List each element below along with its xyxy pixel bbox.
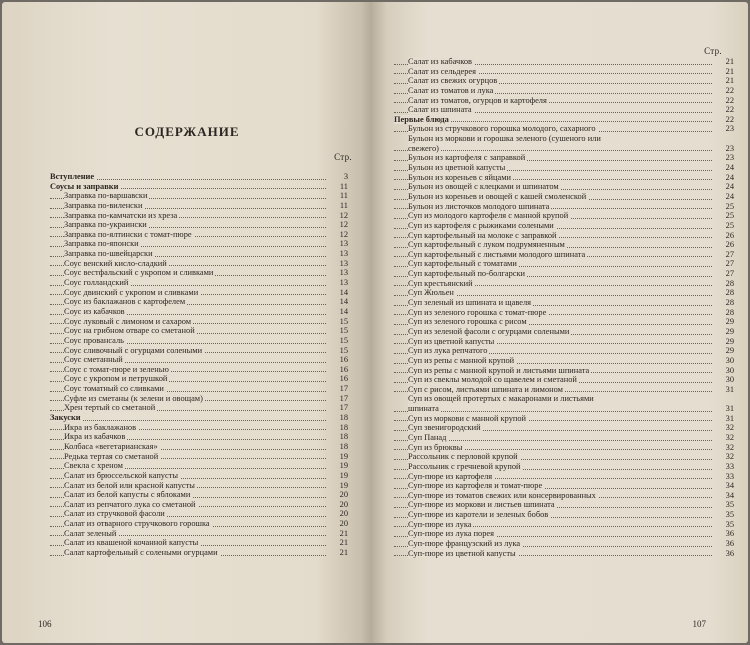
toc-entry-page: 21 (725, 57, 734, 66)
toc-entry-page: 30 (725, 355, 734, 365)
toc-entry-title: Салат из шпината (408, 105, 472, 115)
toc-entry-page: 30 (725, 365, 734, 375)
toc-entry (50, 384, 348, 394)
toc-entry-title: Суп-пюре из цветной капусты (408, 548, 516, 558)
toc-entry-page: 28 (725, 288, 734, 298)
toc-entry-page: 12 (339, 229, 348, 239)
toc-entry-page: 14 (339, 306, 348, 316)
toc-entry-title: Рассольник с перловой крупой (408, 452, 518, 462)
toc-entry (50, 259, 348, 269)
toc-entry-title: Соус двинский с укропом и сливками (64, 287, 199, 297)
toc-entry-title: Заправка по-виленски (64, 200, 143, 210)
toc-entry (394, 288, 734, 298)
toc-entry-title: Салат из брюссельской капусты (64, 470, 178, 480)
toc-entry-title: Суфле из сметаны (к зелени и овощам) (64, 393, 203, 403)
toc-entry-title: Свекла с хреном (64, 461, 123, 471)
toc-entry (394, 211, 734, 221)
toc-entry (394, 231, 734, 241)
toc-entry (394, 192, 734, 202)
toc-entry-page: 19 (339, 451, 348, 461)
toc-entry (50, 509, 348, 519)
toc-entry-title: Суп-пюре из томатов свежих или консервированных (408, 490, 596, 500)
toc-entry-page: 35 (725, 519, 734, 529)
toc-entry-title: Колбаса «вегетарианская» (64, 441, 158, 451)
toc-entry-page: 3 (343, 172, 348, 181)
toc-entry-title: Бульон из кореньев и овощей с кашей смоленской (408, 191, 587, 201)
toc-entry (50, 268, 348, 278)
toc-entry-page: 27 (725, 249, 734, 259)
toc-entry (50, 239, 348, 249)
toc-entry (50, 278, 348, 288)
toc-entry (394, 269, 734, 279)
toc-entry-title: Суп звенигородский (408, 423, 481, 433)
toc-entry-page: 16 (339, 374, 348, 384)
toc-entry-title: Хрен тертый со сметаной (64, 403, 156, 413)
toc-entry-page: 14 (339, 287, 348, 297)
toc-entry (394, 404, 734, 414)
toc-entry (50, 326, 348, 336)
toc-entry-title: Соус сливочный с огурцами солеными (64, 345, 203, 355)
toc-entry-title: Суп Панад (408, 432, 447, 442)
toc-entry-title: Соус луковый с лимоном и сахаром (64, 316, 192, 326)
toc-entry-title: Заправка по-украински (64, 220, 147, 230)
toc-entry (394, 346, 734, 356)
toc-entry-page: 21 (725, 66, 734, 76)
toc-entry-page: 17 (339, 384, 348, 394)
toc-entry-title: Суп картофельный на молоке с заправкой (408, 230, 557, 240)
toc-entry-page: 23 (725, 143, 734, 153)
toc-entry-page: 21 (339, 538, 348, 548)
toc-entry-title: Суп-пюре французский из лука (408, 539, 521, 549)
toc-entry-title: Салат из белой или красной капусты (64, 480, 195, 490)
toc-entry-title: Вступление (50, 172, 95, 181)
toc-entry-title: Соус вестфальский с укропом и сливками (64, 268, 214, 278)
toc-entry-page: 35 (725, 510, 734, 520)
toc-entry-title: Суп картофельный с листьями молодого шпината (408, 249, 586, 259)
toc-entry (394, 250, 734, 260)
toc-entry-page: 22 (725, 95, 734, 105)
toc-entry-page: 27 (725, 269, 734, 279)
toc-entry-page: 15 (339, 345, 348, 355)
toc-entry-title: Салат из квашеной кочанной капусты (64, 538, 199, 548)
page-column-label: Стр. (704, 46, 722, 56)
toc-entry-title: Закуски (50, 413, 81, 423)
toc-entry-page: 32 (725, 423, 734, 433)
toc-entry-page: 18 (339, 441, 348, 451)
toc-entry-title: Суп из овощей протертых с макаронами и листьями (408, 394, 594, 404)
toc-entry-page: 22 (725, 105, 734, 115)
toc-entry-title: Салат картофельный с солеными огурцами (64, 547, 218, 557)
toc-entry-page: 11 (339, 200, 348, 210)
toc-entry-page: 28 (725, 307, 734, 317)
toc-entry-title: Бульон из картофеля с заправкой (408, 153, 526, 163)
toc-entry (50, 490, 348, 500)
toc-entry-page: 29 (725, 317, 734, 327)
toc-entry-title: свежего) (408, 143, 439, 153)
toc-entry-title: Суп из цветной капусты (408, 336, 495, 346)
toc-entry (394, 433, 734, 443)
toc-entry-page: 36 (725, 548, 734, 558)
toc-entry-page: 15 (339, 335, 348, 345)
left-page (2, 2, 372, 643)
toc-entry (394, 76, 734, 86)
toc-entry-title: Суп из лука репчатого (408, 346, 488, 356)
toc-entry-page: 14 (339, 297, 348, 307)
toc-entry (394, 462, 734, 472)
toc-entry-page: 35 (725, 500, 734, 510)
page-column-label: Стр. (334, 152, 352, 162)
toc-entry-page: 29 (725, 336, 734, 346)
toc-entry (394, 298, 734, 308)
toc-entry-page: 23 (725, 153, 734, 163)
toc-entry (50, 432, 348, 442)
toc-entry-page: 11 (339, 181, 348, 191)
toc-entry (394, 153, 734, 163)
toc-entry (394, 57, 734, 67)
toc-entry-title: Суп картофельный с луком подрумяненным (408, 240, 565, 250)
toc-entry-page: 26 (725, 240, 734, 250)
toc-entry (50, 452, 348, 462)
toc-entry (50, 365, 348, 375)
toc-entry-page: 25 (725, 211, 734, 221)
toc-entry-title: Салат зеленый (64, 528, 117, 538)
toc-entry (394, 366, 734, 376)
toc-entry-title: Суп-пюре из лука порея (408, 529, 495, 539)
toc-entry (394, 173, 734, 183)
toc-entry-page: 36 (725, 539, 734, 549)
toc-entry-page: 24 (725, 163, 734, 173)
toc-entry-title: Суп-пюре из картофеля и томат-пюре (408, 481, 543, 491)
toc-entry-title: Редька тертая со сметаной (64, 451, 159, 461)
toc-entry-title: Бульон из листочков молодого шпината (408, 201, 550, 211)
toc-entry (50, 346, 348, 356)
toc-entry-page: 17 (339, 403, 348, 413)
toc-entry (50, 519, 348, 529)
toc-entry-title: Суп из молодого картофеля с манной крупой (408, 211, 569, 221)
toc-entry-title: шпината (408, 404, 439, 414)
toc-entry-title: Салат из томатов и лука (408, 85, 494, 95)
toc-entry-page: 34 (725, 481, 734, 491)
toc-entry (394, 529, 734, 539)
toc-entry-title: Суп из репы с манной крупой (408, 355, 515, 365)
toc-entry (394, 67, 734, 77)
toc-entry-title: Бульон из кореньев с яйцами (408, 172, 511, 182)
toc-list-left (50, 172, 348, 558)
toc-entry-page: 13 (339, 278, 348, 288)
toc-entry-title: Бульон из моркови и горошка зеленого (сушеного или (408, 134, 601, 144)
dot-leader (50, 420, 326, 421)
toc-entry-page: 18 (339, 422, 348, 432)
toc-entry (50, 201, 348, 211)
toc-entry-page: 29 (725, 346, 734, 356)
toc-entry (394, 481, 734, 491)
toc-entry (394, 510, 734, 520)
contents-heading: СОДЕРЖАНИЕ (134, 124, 240, 139)
toc-entry (394, 385, 734, 395)
toc-entry (394, 105, 734, 115)
toc-entry-title: Соус на грибном отваре со сметаной (64, 326, 195, 336)
toc-entry-title: Заправка по-камчатски из хреза (64, 210, 178, 220)
toc-entry-page: 29 (725, 326, 734, 336)
toc-entry (394, 549, 734, 559)
toc-entry-page: 18 (339, 413, 348, 423)
toc-entry-title: Суп-пюре из лука (408, 519, 472, 529)
toc-entry-title: Икра из баклажанов (64, 422, 137, 432)
toc-entry (394, 134, 734, 144)
toc-entry-page: 31 (725, 413, 734, 423)
toc-entry (50, 442, 348, 452)
toc-entry-title: Суп из свеклы молодой со щавелем и сметаной (408, 375, 577, 385)
toc-entry-title: Соусы и заправки (50, 181, 119, 191)
toc-entry-page: 21 (339, 528, 348, 538)
toc-entry-title: Заправка по-швейцарски (64, 249, 153, 259)
toc-entry (394, 144, 734, 154)
toc-entry (394, 356, 734, 366)
toc-entry-title: Суп из брюквы (408, 442, 463, 452)
dot-leader (394, 411, 712, 412)
toc-entry (394, 163, 734, 173)
toc-entry-title: Первые блюда (394, 114, 449, 124)
toc-entry (50, 191, 348, 201)
toc-entry-page: 20 (339, 499, 348, 509)
toc-entry (50, 355, 348, 365)
toc-entry-title: Соус провансаль (64, 335, 124, 345)
toc-entry (394, 443, 734, 453)
toc-entry (394, 86, 734, 96)
toc-entry-title: Суп картофельный с томатами (408, 259, 517, 269)
toc-entry (50, 394, 348, 404)
toc-entry-title: Заправка по-ялтински с томат-пюре (64, 229, 192, 239)
toc-entry-page: 21 (339, 547, 348, 557)
toc-entry-page: 32 (725, 432, 734, 442)
toc-entry (50, 307, 348, 317)
toc-section-entry (50, 182, 348, 192)
toc-entry-title: Суп-пюре из моркови и листьев шпината (408, 500, 555, 510)
toc-entry-page: 22 (725, 114, 734, 124)
toc-entry (50, 500, 348, 510)
toc-section-entry (50, 413, 348, 423)
toc-entry (50, 481, 348, 491)
toc-entry (50, 220, 348, 230)
toc-entry-page: 22 (725, 85, 734, 95)
toc-entry-page: 33 (725, 461, 734, 471)
toc-entry (50, 423, 348, 433)
toc-entry (50, 297, 348, 307)
toc-entry-page: 20 (339, 509, 348, 519)
toc-entry-page: 19 (339, 470, 348, 480)
toc-entry-page: 27 (725, 259, 734, 269)
right-page (372, 2, 748, 643)
toc-entry-title: Соус из кабачков (64, 306, 125, 316)
toc-entry (50, 471, 348, 481)
page-number-right: 107 (692, 619, 706, 629)
toc-entry-page: 28 (725, 278, 734, 288)
toc-entry-title: Соус из баклажанов с картофелем (64, 297, 186, 307)
toc-entry (394, 472, 734, 482)
toc-entry (394, 500, 734, 510)
dot-leader (394, 150, 712, 151)
toc-entry (394, 375, 734, 385)
toc-entry (394, 414, 734, 424)
toc-entry-title: Салат из стручковой фасоли (64, 509, 165, 519)
toc-entry (50, 403, 348, 413)
toc-entry (394, 520, 734, 530)
toc-entry-page: 15 (339, 326, 348, 336)
toc-list-right (394, 57, 734, 558)
toc-entry-title: Салат из белой капусты с яблоками (64, 490, 191, 500)
toc-entry-page: 24 (725, 191, 734, 201)
toc-entry-title: Заправка по-японски (64, 239, 139, 249)
toc-entry-page: 32 (725, 452, 734, 462)
toc-entry (50, 538, 348, 548)
toc-entry-page: 26 (725, 230, 734, 240)
toc-entry (50, 461, 348, 471)
toc-entry-title: Салат из сельдерея (408, 66, 476, 76)
toc-entry-page: 15 (339, 316, 348, 326)
toc-entry-title: Соус томатный со сливками (64, 384, 164, 394)
toc-entry (394, 182, 734, 192)
toc-entry-page: 24 (725, 172, 734, 182)
toc-entry-title: Салат из свежих огурцов (408, 76, 498, 86)
toc-entry-title: Суп Жюльен (408, 288, 454, 298)
toc-entry-title: Соус голландский (64, 278, 129, 288)
toc-entry (394, 279, 734, 289)
toc-entry-title: Суп крестьянский (408, 278, 473, 288)
toc-entry-page: 33 (725, 471, 734, 481)
toc-entry-title: Икра из кабачков (64, 432, 126, 442)
toc-entry (394, 240, 734, 250)
toc-entry-page: 13 (339, 249, 348, 259)
toc-entry-title: Суп из зеленой фасоли с огурцами солеными (408, 326, 570, 336)
toc-entry-page: 34 (725, 490, 734, 500)
toc-entry-page: 20 (339, 519, 348, 529)
toc-entry-title: Суп картофельный по-болгарски (408, 269, 526, 279)
toc-entry-title: Салат из репчатого лука со сметаной (64, 499, 196, 509)
toc-entry (50, 288, 348, 298)
toc-entry-page: 16 (339, 355, 348, 365)
toc-entry (394, 539, 734, 549)
toc-entry (394, 327, 734, 337)
toc-entry-page: 25 (725, 220, 734, 230)
toc-entry-title: Суп-пюре из картофеля (408, 471, 493, 481)
toc-entry-title: Соус венский кисло-сладкий (64, 258, 167, 268)
toc-entry (50, 374, 348, 384)
toc-entry-title: Суп из зеленого горошка с рисом (408, 317, 527, 327)
toc-entry (394, 337, 734, 347)
toc-entry-page: 19 (339, 480, 348, 490)
toc-entry (50, 249, 348, 259)
toc-entry-title: Соус с укропом и петрушкой (64, 374, 168, 384)
toc-entry-title: Суп из зеленого горошка с томат-пюре (408, 307, 547, 317)
toc-entry-title: Салат из отварного стручкового горошка (64, 519, 210, 529)
toc-entry-page: 31 (725, 384, 734, 394)
toc-section-entry (50, 172, 348, 182)
toc-entry-page: 18 (339, 432, 348, 442)
toc-entry (394, 317, 734, 327)
toc-entry (50, 336, 348, 346)
toc-entry-title: Суп с рисом, листьями шпината и лимоном (408, 384, 563, 394)
toc-entry (394, 394, 734, 404)
toc-entry (50, 317, 348, 327)
toc-entry-page: 28 (725, 298, 734, 308)
toc-entry-title: Салат из кабачков (408, 57, 472, 66)
toc-entry (394, 124, 734, 134)
toc-entry (394, 423, 734, 433)
toc-entry-title: Суп-пюре из каротели и зеленых бобов (408, 510, 549, 520)
toc-entry-page: 13 (339, 239, 348, 249)
toc-entry-title: Суп из репы с манной крупой и листьями шпината (408, 365, 590, 375)
toc-entry-page: 12 (339, 220, 348, 230)
toc-entry-title: Рассольник с гречневой крупой (408, 461, 521, 471)
toc-entry-page: 16 (339, 364, 348, 374)
toc-entry-title: Бульон из овощей с клецками и шпинатом (408, 182, 559, 192)
toc-entry-title: Заправка по-варшавски (64, 191, 148, 201)
toc-entry-page: 13 (339, 258, 348, 268)
toc-entry-page: 20 (339, 490, 348, 500)
toc-entry (394, 259, 734, 269)
toc-entry-page: 31 (725, 404, 734, 414)
toc-entry-page: 30 (725, 375, 734, 385)
toc-entry (394, 308, 734, 318)
toc-entry (394, 221, 734, 231)
toc-entry-page: 36 (725, 529, 734, 539)
toc-entry-page: 21 (725, 76, 734, 86)
toc-entry-page: 17 (339, 393, 348, 403)
toc-entry-page: 11 (339, 191, 348, 201)
toc-entry (394, 202, 734, 212)
toc-entry-page: 13 (339, 268, 348, 278)
toc-entry-title: Соус сметанный (64, 355, 123, 365)
page-number-left: 106 (38, 619, 52, 629)
toc-entry (50, 211, 348, 221)
toc-entry-page: 25 (725, 201, 734, 211)
toc-entry-title: Суп из моркови с манной крупой (408, 413, 527, 423)
toc-entry-page: 19 (339, 461, 348, 471)
toc-entry-page: 24 (725, 182, 734, 192)
toc-entry-title: Бульон из стручкового горошка молодого, сахарного (408, 124, 596, 134)
toc-entry-page: 23 (725, 124, 734, 134)
toc-entry-title: Суп зеленый из шпината и щавеля (408, 298, 531, 308)
toc-entry (394, 452, 734, 462)
toc-entry (50, 548, 348, 558)
toc-entry-title: Соус с томат-пюре и зеленью (64, 364, 169, 374)
toc-entry (50, 529, 348, 539)
toc-entry-page: 32 (725, 442, 734, 452)
toc-entry-title: Салат из томатов, огурцов и картофеля (408, 95, 547, 105)
toc-entry-page: 12 (339, 210, 348, 220)
toc-entry-title: Бульон из цветной капусты (408, 163, 506, 173)
toc-entry-title: Суп из картофеля с рыжиками солеными (408, 220, 554, 230)
toc-entry (394, 96, 734, 106)
